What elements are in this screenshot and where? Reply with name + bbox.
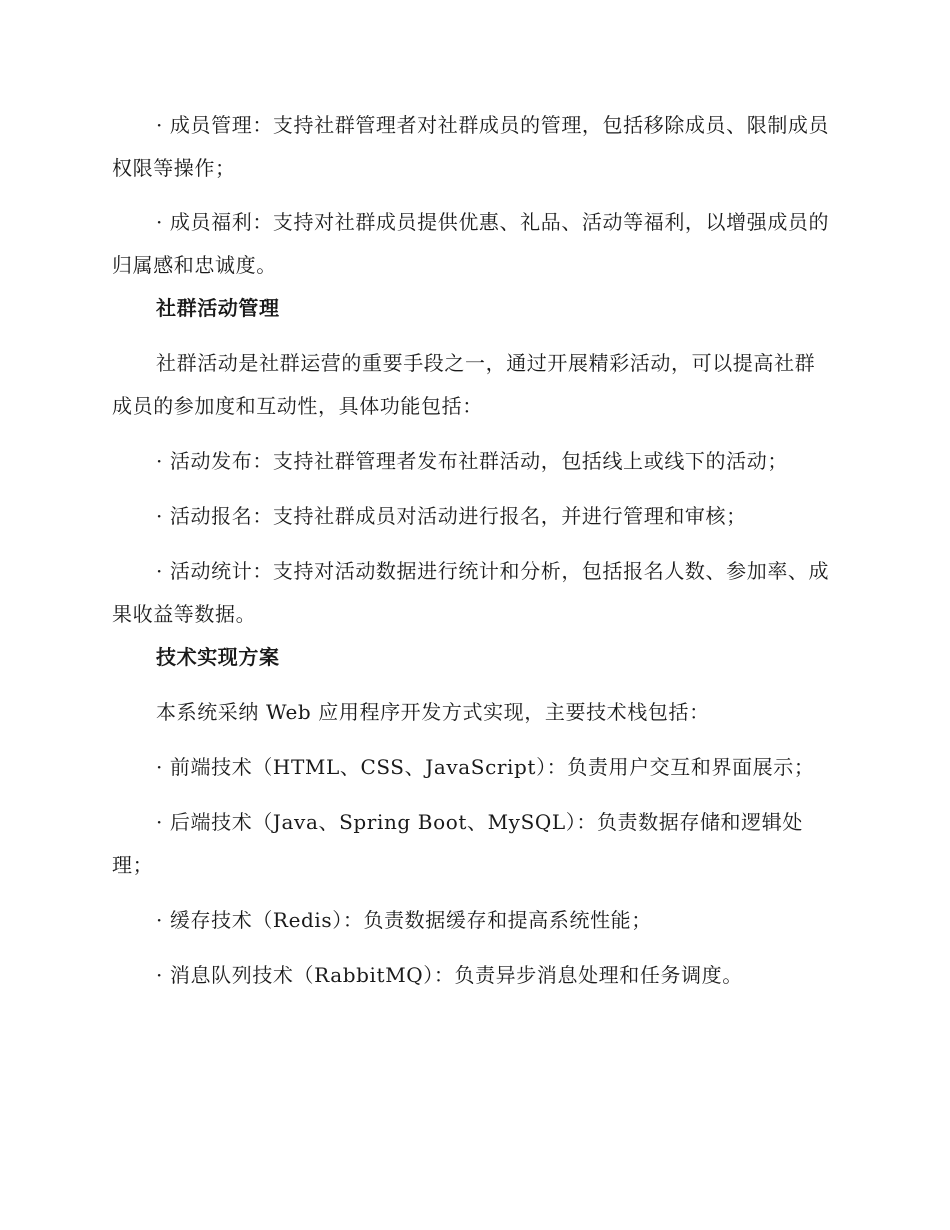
paragraph-queue-tech: · 消息队列技术（RabbitMQ）：负责异步消息处理和任务调度。 bbox=[156, 963, 743, 987]
paragraph-tech-intro: 本系统采纳 Web 应用程序开发方式实现，主要技术栈包括： bbox=[156, 700, 710, 724]
document-page bbox=[112, 104, 834, 997]
paragraph-member-management: · 成员管理：支持社群管理者对社群成员的管理，包括移除成员、限制成员权限等操作； bbox=[112, 113, 830, 180]
paragraph-activity-stats: · 活动统计：支持对活动数据进行统计和分析，包括报名人数、参加率、成果收益等数据。 bbox=[112, 559, 830, 626]
section-heading-community-activity: 社群活动管理 bbox=[156, 296, 280, 320]
paragraph-activity-publish: · 活动发布：支持社群管理者发布社群活动，包括线上或线下的活动； bbox=[156, 449, 788, 473]
section-heading-tech-solution: 技术实现方案 bbox=[156, 645, 280, 669]
paragraph-cache-tech: · 缓存技术（Redis）：负责数据缓存和提高系统性能； bbox=[156, 908, 652, 932]
paragraph-activity-intro: 社群活动是社群运营的重要手段之一，通过开展精彩活动，可以提高社群成员的参加度和互动性，具体功能包括： bbox=[112, 351, 816, 418]
paragraph-member-benefits: · 成员福利：支持对社群成员提供优惠、礼品、活动等福利，以增强成员的归属感和忠诚度。 bbox=[112, 210, 830, 277]
paragraph-activity-signup: · 活动报名：支持社群成员对活动进行报名，并进行管理和审核； bbox=[156, 504, 747, 528]
paragraph-frontend-tech: · 前端技术（HTML、CSS、JavaScript）：负责用户交互和界面展示； bbox=[156, 755, 815, 779]
paragraph-backend-tech: · 后端技术（Java、Spring Boot、MySQL）：负责数据存储和逻辑处理； bbox=[112, 810, 803, 877]
